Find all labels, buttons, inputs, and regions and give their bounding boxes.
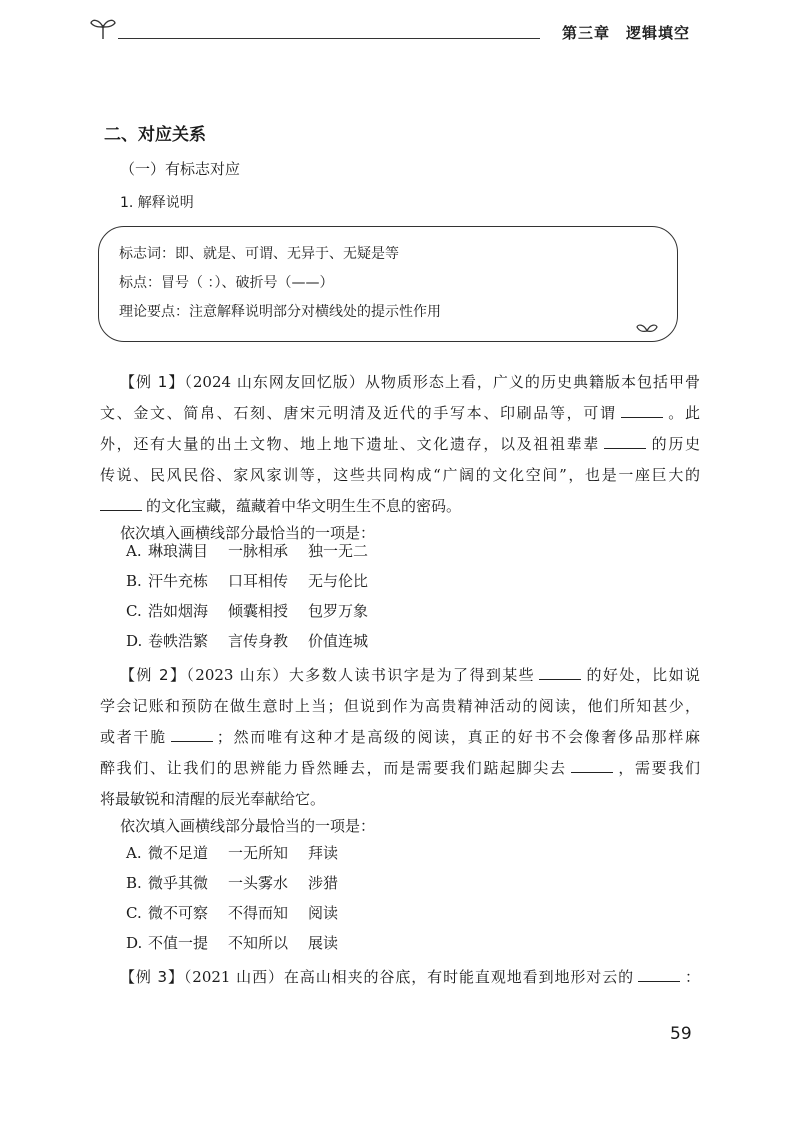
note-line-markers: 标志词：即、就是、可谓、无异于、无疑是等 (119, 246, 399, 262)
chapter-title: 第三章 逻辑填空 (562, 24, 691, 42)
section-item: 1. 解释说明 (120, 195, 194, 211)
example-2-line-1: 【例 2】（2023 山东）大多数人读书识字是为了得到某些 的好处，比如说 (120, 666, 701, 684)
example-2-line-4: 醉我们、让我们的思辨能力昏然睡去，而是需要我们踮起脚尖去 ，需要我们 (100, 759, 700, 777)
option-b[interactable]: B. 微乎其微 一头雾水 涉猎 (126, 874, 339, 892)
answer-blank[interactable] (539, 665, 581, 680)
header-rule (118, 38, 540, 39)
example-1-line-5: 的文化宝藏，蕴藏着中华文明生生不息的密码。 (100, 491, 700, 522)
section-title: 二、对应关系 (104, 125, 206, 145)
answer-blank[interactable] (638, 967, 680, 982)
example-2-line-2: 学会记账和预防在做生意时上当；但说到作为高贵精神活动的阅读，他们所知甚少， (100, 697, 700, 715)
option-b[interactable]: B. 汗牛充栋 口耳相传 无与伦比 (126, 572, 369, 590)
answer-blank[interactable] (100, 496, 142, 511)
example-2-line-5: 将最敏锐和清醒的辰光奉献给它。 (100, 790, 326, 808)
example-2-tag: 【例 2】 (120, 666, 187, 684)
example-1-tag: 【例 1】 (120, 373, 185, 391)
option-c[interactable]: C. 微不可察 不得而知 阅读 (126, 904, 339, 922)
note-box (98, 226, 678, 342)
example-3-line-1: 【例 3】（2021 山西）在高山相夹的谷底，有时能直观地看到地形对云的 ： (120, 968, 700, 986)
example-1-options (126, 536, 368, 656)
example-2-prompt: 依次填入画横线部分最恰当的一项是： (120, 817, 376, 835)
sprout-icon (88, 15, 118, 41)
option-c[interactable]: C. 浩如烟海 倾囊相授 包罗万象 (126, 602, 369, 620)
example-2 (100, 660, 700, 815)
section-subtitle: （一）有标志对应 (120, 160, 241, 178)
example-2-options (126, 838, 338, 958)
example-3 (100, 962, 700, 993)
option-d[interactable]: D. 卷帙浩繁 言传身教 价值连城 (126, 632, 369, 650)
leaf-icon (635, 321, 659, 335)
answer-blank[interactable] (604, 434, 646, 449)
example-2-line-3: 或者干脆 ；然而唯有这种才是高级的阅读，真正的好书不会像奢侈品那样麻 (100, 728, 700, 746)
example-3-tag: 【例 3】 (120, 968, 184, 986)
page-header (0, 0, 800, 60)
option-a[interactable]: A. 微不足道 一无所知 拜读 (126, 844, 339, 862)
note-line-punctuation: 标点：冒号（ ：）、破折号（——） (119, 275, 334, 291)
example-1-line-4: 传说、民风民俗、家风家训等，这些共同构成“广阔的文化空间”，也是一座巨大的 (100, 466, 700, 484)
option-d[interactable]: D. 不值一提 不知所以 展读 (126, 934, 339, 952)
answer-blank[interactable] (621, 403, 663, 418)
example-1-line-2: 文、金文、简帛、石刻、唐宋元明清及近代的手写本、印刷品等，可谓 。此 (100, 404, 700, 422)
answer-blank[interactable] (171, 727, 213, 742)
option-a[interactable]: A. 琳琅满目 一脉相承 独一无二 (126, 542, 369, 560)
example-1-line-1: 【例 1】（2024 山东网友回忆版）从物质形态上看，广义的历史典籍版本包括甲骨 (120, 373, 701, 391)
page-number: 59 (670, 1024, 692, 1044)
example-1 (100, 367, 700, 522)
example-1-line-3: 外，还有大量的出土文物、地上地下遗址、文化遗存，以及祖祖辈辈 的历史 (100, 435, 700, 453)
answer-blank[interactable] (571, 758, 613, 773)
note-line-theory: 理论要点：注意解释说明部分对横线处的提示性作用 (119, 304, 441, 320)
example-1-prompt: 依次填入画横线部分最恰当的一项是： (120, 524, 376, 542)
